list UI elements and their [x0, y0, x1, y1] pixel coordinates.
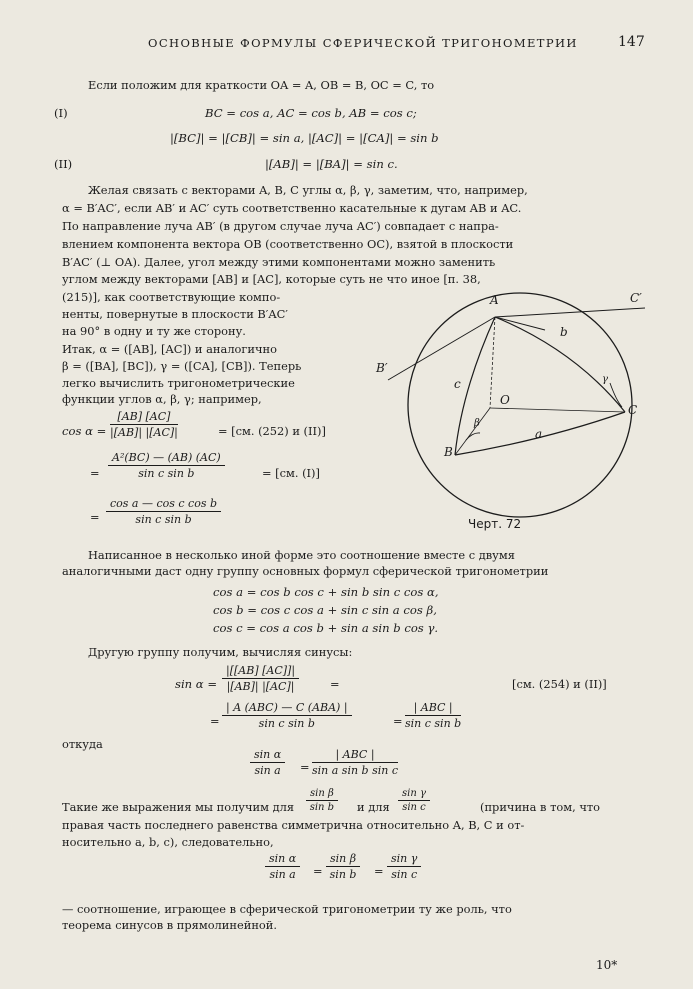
- label-c-point: C: [628, 403, 638, 417]
- equals-sign: =: [90, 510, 100, 524]
- label-a-arc: a: [535, 427, 543, 441]
- denominator: |[AB]| |[AC]|: [110, 426, 178, 439]
- text-line: теорема синусов в прямолинейной.: [62, 918, 277, 932]
- denominator: sin a: [269, 868, 296, 881]
- sin-fraction-3: [405, 701, 461, 730]
- equals-sign: =: [393, 714, 403, 728]
- figure-caption: Черт. 72: [468, 517, 522, 531]
- text-line: на 90° в одну и ту же сторону.: [62, 324, 246, 338]
- text-line: Итак, α = ([AB], [AC]) и аналогично: [62, 342, 277, 356]
- text-line: — соотношение, играющее в сферической тригонометрии ту же роль, что: [62, 902, 512, 916]
- equation-1: BC = cos a, AC = cos b, AB = cos c;: [205, 106, 417, 120]
- label-c-arc: c: [454, 377, 461, 391]
- cos-alpha-lhs: cos α =: [62, 424, 107, 438]
- denominator: sin c sin b: [258, 717, 315, 730]
- law-frac-2: [326, 852, 360, 881]
- text-line: (215)], как соответствующие компо-: [62, 290, 281, 304]
- arc-c: [455, 317, 495, 455]
- text-line: По направление луча AB′ (в другом случае луча AC′) совпадает с напра-: [62, 219, 499, 233]
- reference: = [см. (252) и (II)]: [218, 424, 326, 438]
- angle-gamma-arc: [610, 383, 622, 407]
- numerator: | ABC |: [312, 748, 398, 763]
- numerator: A²(BC) — (AB) (AC): [108, 451, 225, 466]
- cos-fraction-3: [106, 497, 221, 526]
- text-line: носительно a, b, c), следовательно,: [62, 835, 274, 849]
- equals-sign: =: [210, 714, 220, 728]
- tangent-b-prime: [388, 317, 495, 380]
- frac-sin-beta: [306, 788, 338, 813]
- numerator: sin α: [265, 852, 300, 867]
- denominator: sin c: [402, 802, 426, 813]
- formula-line: cos a = cos b cos c + sin b sin c cos α,: [213, 585, 439, 599]
- label-b-point: B: [444, 445, 453, 459]
- numerator: cos a — cos c cos b: [106, 497, 221, 512]
- text-line: B′AC′ (⊥ OA). Далее, угол между этими компонентами можно заменить: [62, 255, 496, 269]
- denominator: sin b: [309, 802, 335, 813]
- reference: [см. (254) и (II)]: [512, 677, 607, 691]
- text-line: α = B′AC′, если AB′ и AC′ суть соответственно касательные к дугам AB и AC.: [62, 201, 522, 215]
- text-line: Написанное в несколько иной форме это соотношение вместе с двумя: [88, 548, 515, 562]
- denominator: sin a: [254, 764, 281, 777]
- text-line: углом между векторами [AB] и [AC], которые суть не что иное [п. 38,: [62, 272, 481, 286]
- text-line: Такие же выражения мы получим для: [62, 800, 295, 814]
- denominator: sin b: [329, 868, 357, 881]
- equals-sign: =: [300, 760, 310, 774]
- formula-line: cos c = cos a cos b + sin a sin b cos γ.: [213, 621, 439, 635]
- label-gamma: γ: [602, 374, 608, 385]
- text-line: легко вычислить тригонометрические: [62, 376, 295, 390]
- denominator: |[AB]| |[AC]|: [226, 680, 295, 693]
- denominator: sin c sin b: [138, 467, 195, 480]
- numerator: [AB] [AC]: [110, 410, 178, 425]
- sin-alpha-lhs: sin α =: [175, 677, 218, 691]
- label-c-prime: C′: [630, 291, 642, 305]
- numerator: | ABC |: [405, 701, 461, 716]
- sin-fraction-1: [222, 664, 299, 693]
- spherical-triangle-figure: [370, 290, 670, 518]
- label-b-prime: B′: [376, 361, 388, 375]
- numerator: sin γ: [398, 788, 430, 801]
- header-title: ОСНОВНЫЕ ФОРМУЛЫ СФЕРИЧЕСКОЙ ТРИГОНОМЕТРИИ: [148, 36, 578, 50]
- text-line: влением компонента вектора OB (соответственно OC), взятой в плоскости: [62, 237, 514, 251]
- denominator: sin c: [391, 868, 418, 881]
- intro-line: Если положим для краткости OA = A, OB = B, OC = C, то: [88, 78, 435, 92]
- text-line: Желая связать с векторами A, B, C углы α, β, γ, заметим, что, например,: [88, 183, 528, 197]
- signature-mark: 10*: [596, 958, 618, 972]
- reference: = [см. (I)]: [262, 466, 320, 480]
- denominator: sin c sin b: [405, 717, 462, 730]
- cos-fraction-2: [108, 451, 225, 480]
- eq1-label: (I): [54, 106, 68, 120]
- numerator: sin γ: [387, 852, 421, 867]
- formula-line: cos b = cos c cos a + sin c sin a cos β,: [213, 603, 437, 617]
- text-line: правая часть последнего равенства симметрична относительно A, B, C и от-: [62, 818, 525, 832]
- law-frac-1: [265, 852, 300, 881]
- numerator: sin β: [306, 788, 338, 801]
- angle-beta-arc: [466, 433, 480, 440]
- ratio-left: [250, 748, 285, 777]
- label-beta: β: [474, 418, 480, 429]
- denominator: sin c sin b: [135, 513, 192, 526]
- frac-sin-gamma: [398, 788, 430, 813]
- ratio-right: [312, 748, 398, 777]
- radius-oa: [490, 317, 495, 408]
- numerator: | A (ABC) — C (ABA) |: [222, 701, 352, 716]
- text-line: аналогичными даст одну группу основных формул сферической тригонометрии: [62, 564, 549, 578]
- numerator: sin α: [250, 748, 285, 763]
- equals-sign: =: [313, 864, 323, 878]
- sphere-outline: [408, 293, 632, 517]
- text-line: функции углов α, β, γ; например,: [62, 392, 262, 406]
- equation-1b: |[BC]| = |[CB]| = sin a, |[AC]| = |[CA]| = sin b: [170, 131, 439, 145]
- label-a-point: A: [490, 293, 499, 307]
- numerator: sin β: [326, 852, 360, 867]
- page-number: 147: [618, 34, 645, 50]
- running-header: [0, 34, 693, 54]
- text-line: и для: [357, 800, 390, 814]
- text-line: (причина в том, что: [480, 800, 601, 814]
- cos-fraction-1: [110, 410, 178, 439]
- denominator: sin a sin b sin c: [312, 764, 398, 777]
- equation-2: |[AB]| = |[BA]| = sin c.: [265, 157, 398, 171]
- equals-sign: =: [90, 466, 100, 480]
- tangent-c-prime: [495, 308, 645, 317]
- radius-ob: [455, 408, 490, 455]
- law-frac-3: [387, 852, 421, 881]
- sin-fraction-2: [222, 701, 352, 730]
- label-o: O: [500, 393, 510, 407]
- text-line: ненты, повернутые в плоскости B′AC′: [62, 307, 288, 321]
- equals-sign: =: [330, 677, 340, 691]
- radius-oc: [490, 408, 625, 412]
- paragraph-3: Другую группу получим, вычисляя синусы:: [88, 645, 353, 659]
- label-b-arc: b: [560, 325, 568, 339]
- text-line: β = ([BA], [BC]), γ = ([CA], [CB]). Теперь: [62, 359, 302, 373]
- numerator: |[[AB] [AC]]|: [222, 664, 299, 679]
- otkuda-word: откуда: [62, 737, 103, 751]
- equals-sign: =: [374, 864, 384, 878]
- eq2-label: (II): [54, 157, 73, 171]
